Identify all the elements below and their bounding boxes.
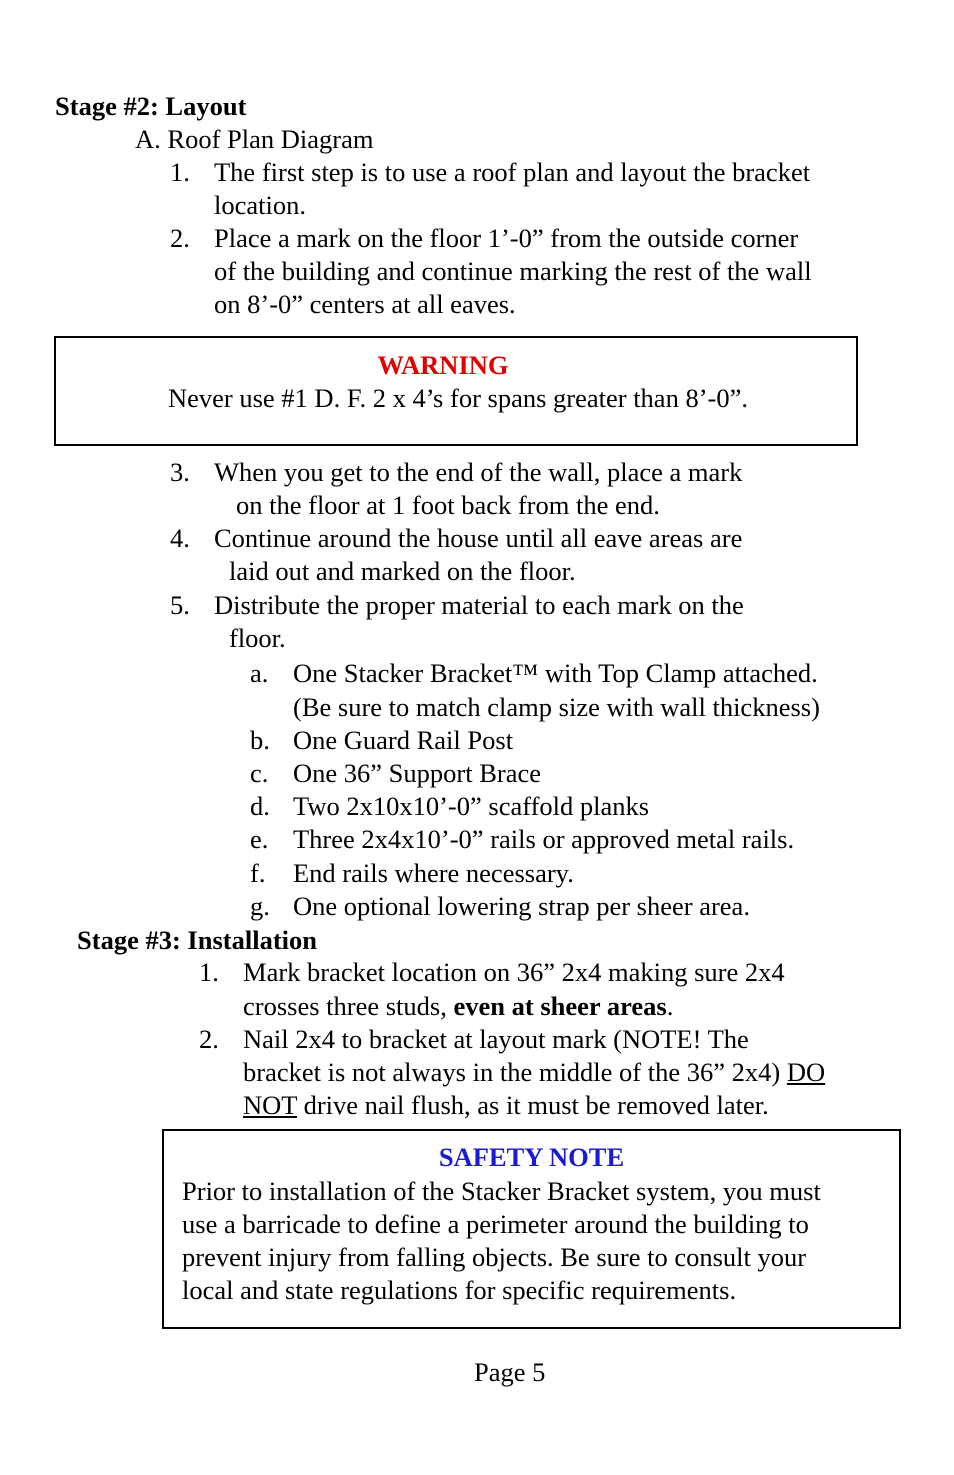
- step-line: on the floor at 1 foot back from the end.: [236, 490, 660, 520]
- material-line: One Guard Rail Post: [293, 725, 514, 755]
- warning-text: Never use #1 D. F. 2 x 4’s for spans greater than 8’-0”.: [168, 383, 748, 413]
- material-letter: d.: [250, 791, 270, 821]
- material-line: Two 2x10x10’-0” scaffold planks: [293, 791, 650, 821]
- material-letter: e.: [250, 824, 269, 854]
- warning-box: [54, 336, 858, 446]
- step-line: on 8’-0” centers at all eaves.: [214, 289, 516, 319]
- material-line: One Stacker Bracket™ with Top Clamp attached.: [293, 658, 818, 688]
- step-text: crosses three studs,: [243, 991, 454, 1021]
- section-a-title: A. Roof Plan Diagram: [135, 124, 374, 154]
- step-line: [243, 1056, 825, 1089]
- step-text: .: [666, 991, 674, 1021]
- step-number: 2.: [199, 1024, 219, 1054]
- step-line: Distribute the proper material to each mark on the: [214, 590, 744, 620]
- safety-note-line: use a barricade to define a perimeter around the building to: [182, 1209, 809, 1239]
- step-line: Nail 2x4 to bracket at layout mark (NOTE! The: [243, 1024, 749, 1054]
- material-line: (Be sure to match clamp size with wall thickness): [293, 692, 820, 722]
- step-text: bracket is not always in the middle of the 36” 2x4): [243, 1057, 787, 1087]
- material-line: One optional lowering strap per sheer area.: [293, 891, 750, 921]
- material-letter: g.: [250, 891, 270, 921]
- material-line: Three 2x4x10’-0” rails or approved metal rails.: [293, 824, 795, 854]
- step-line: Continue around the house until all eave areas are: [214, 523, 743, 553]
- step-line: floor.: [229, 623, 286, 653]
- underlined-text: NOT: [243, 1090, 297, 1120]
- step-text: drive nail flush, as it must be removed later.: [296, 1090, 769, 1120]
- step-line: [243, 1089, 769, 1122]
- step-line: Mark bracket location on 36” 2x4 making sure 2x4: [243, 957, 785, 987]
- step-number: 1.: [170, 157, 190, 187]
- material-letter: f.: [250, 858, 266, 888]
- safety-note-box: [162, 1129, 901, 1329]
- step-number: 2.: [170, 223, 190, 253]
- material-letter: b.: [250, 725, 270, 755]
- step-number: 4.: [170, 523, 190, 553]
- material-line: One 36” Support Brace: [293, 758, 541, 788]
- material-line: End rails where necessary.: [293, 858, 574, 888]
- step-line: [243, 990, 673, 1023]
- warning-title: WARNING: [377, 350, 509, 380]
- page-number: Page 5: [474, 1357, 546, 1387]
- step-number: 3.: [170, 457, 190, 487]
- step-line: of the building and continue marking the rest of the wall: [214, 256, 812, 286]
- step-line: Place a mark on the floor 1’-0” from the outside corner: [214, 223, 799, 253]
- emphasis-text: even at sheer areas: [453, 991, 667, 1021]
- safety-note-title: SAFETY NOTE: [438, 1142, 625, 1172]
- step-line: laid out and marked on the floor.: [229, 556, 576, 586]
- safety-note-line: local and state regulations for specific requirements.: [182, 1275, 737, 1305]
- safety-note-line: prevent injury from falling objects. Be sure to consult your: [182, 1242, 807, 1272]
- step-line: The first step is to use a roof plan and layout the bracket: [214, 157, 811, 187]
- step-line: location.: [214, 190, 306, 220]
- material-letter: c.: [250, 758, 269, 788]
- step-number: 1.: [199, 957, 219, 987]
- stage3-heading: Stage #3: Installation: [77, 925, 317, 955]
- underlined-text: DO: [786, 1057, 826, 1087]
- step-line: When you get to the end of the wall, place a mark: [214, 457, 743, 487]
- step-number: 5.: [170, 590, 190, 620]
- safety-note-line: Prior to installation of the Stacker Bracket system, you must: [182, 1176, 821, 1206]
- stage2-heading: Stage #2: Layout: [55, 91, 247, 121]
- material-letter: a.: [250, 658, 269, 688]
